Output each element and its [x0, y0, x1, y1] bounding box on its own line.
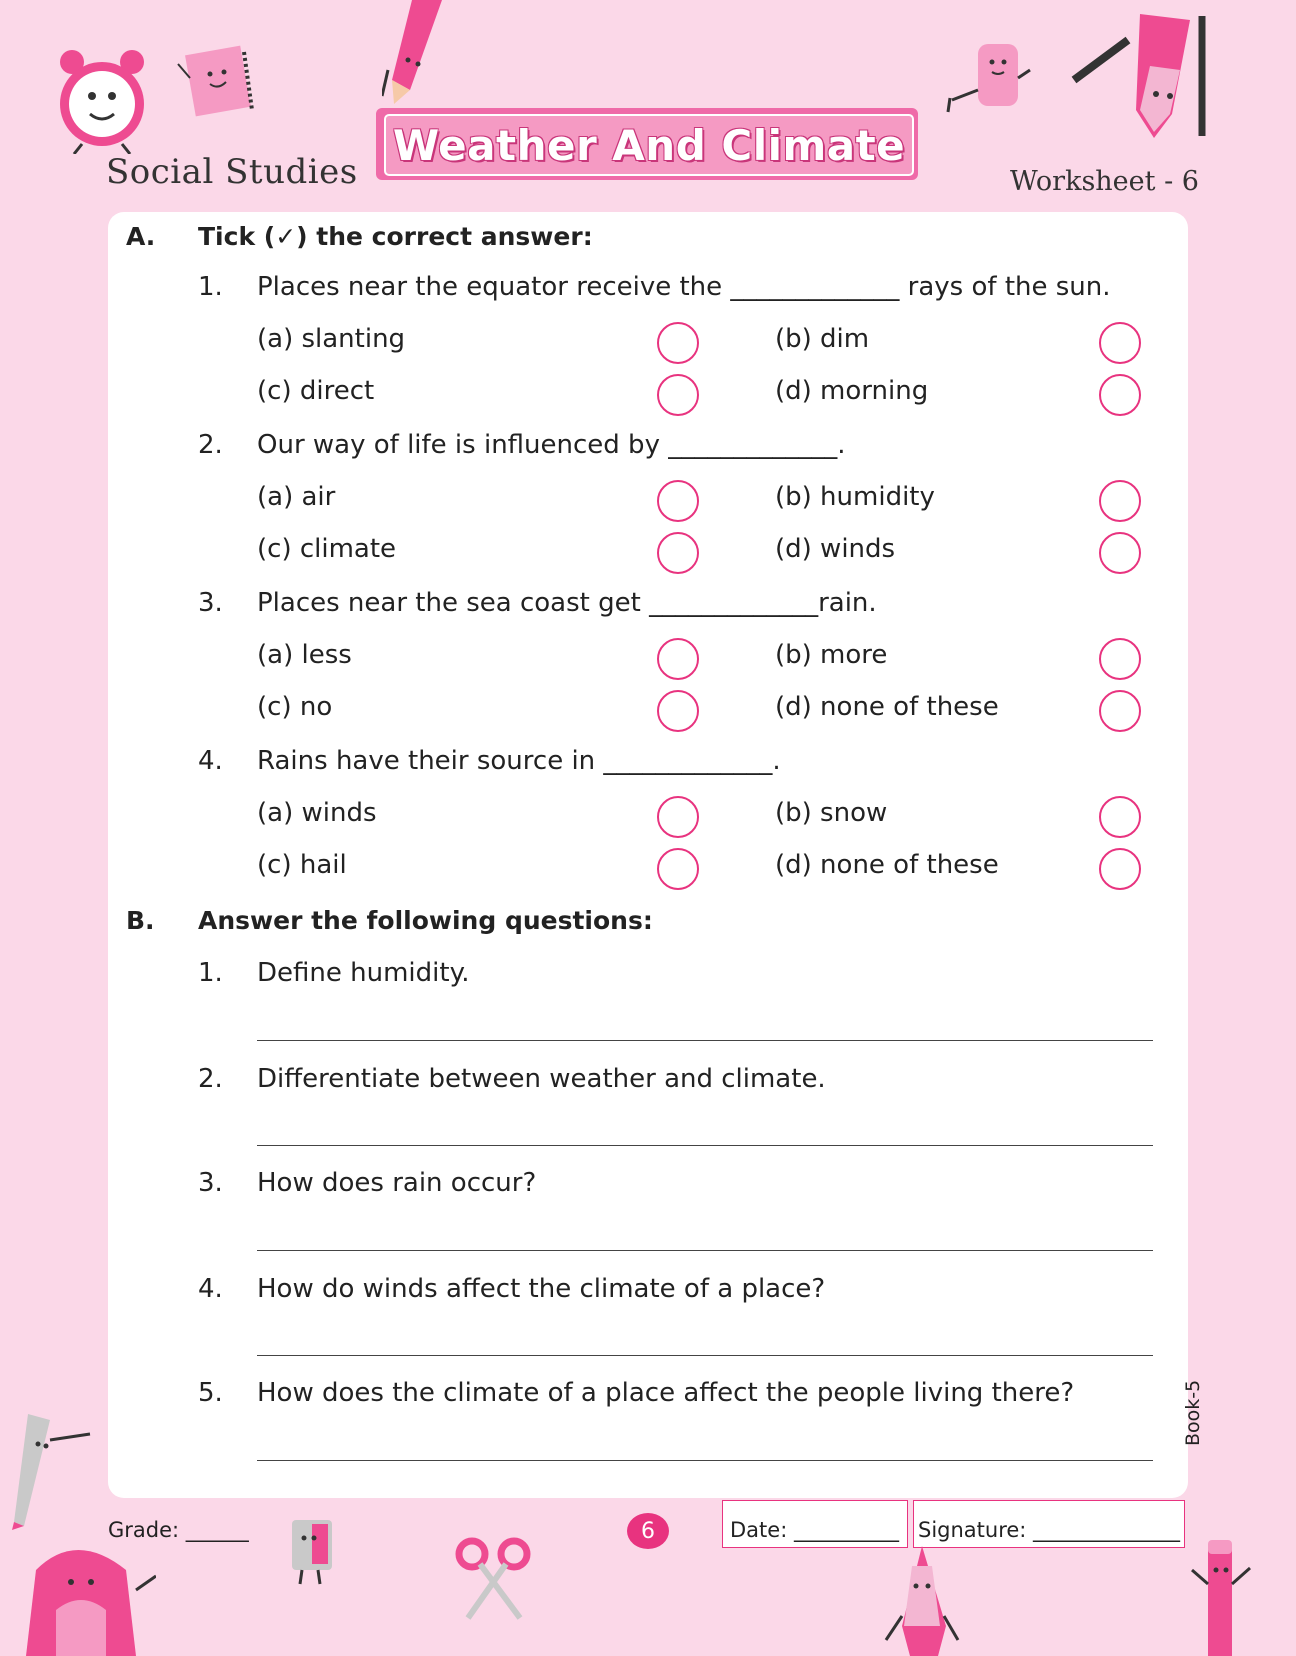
- question-text: How does rain occur?: [257, 1168, 537, 1198]
- grade-field[interactable]: Grade: ______: [108, 1518, 249, 1542]
- answer-checkbox[interactable]: [1099, 848, 1141, 890]
- answer-checkbox[interactable]: [657, 796, 699, 838]
- mcq-option: (a) slanting: [257, 324, 406, 354]
- bag-illustration: [16, 1520, 156, 1656]
- mcq-option: (d) none of these: [775, 692, 999, 722]
- mcq-number: 3.: [198, 588, 223, 618]
- eraser-illustration: [944, 40, 1034, 120]
- question-number: 1.: [198, 958, 223, 988]
- mcq-option: (d) none of these: [775, 850, 999, 880]
- mcq-option: (a) less: [257, 640, 352, 670]
- notepad-illustration: [176, 44, 266, 124]
- answer-checkbox[interactable]: [1099, 638, 1141, 680]
- answer-line[interactable]: [257, 1250, 1153, 1251]
- mcq-option: (c) climate: [257, 534, 397, 564]
- question-number: 3.: [198, 1168, 223, 1198]
- mcq-option: (a) winds: [257, 798, 377, 828]
- mcq-option: (b) snow: [775, 798, 888, 828]
- answer-checkbox[interactable]: [1099, 532, 1141, 574]
- answer-line[interactable]: [257, 1040, 1153, 1041]
- pen-illustration: [882, 1546, 962, 1656]
- answer-line[interactable]: [257, 1355, 1153, 1356]
- mcq-option: (b) more: [775, 640, 888, 670]
- worksheet-title: Weather And Climate: [384, 114, 914, 176]
- answer-line[interactable]: [257, 1460, 1153, 1461]
- answer-checkbox[interactable]: [657, 638, 699, 680]
- mcq-number: 4.: [198, 746, 223, 776]
- scissors-illustration: [454, 1534, 534, 1624]
- answer-checkbox[interactable]: [657, 532, 699, 574]
- question-text: Differentiate between weather and climate.: [257, 1064, 826, 1094]
- crayon-illustration: [1070, 6, 1220, 138]
- worksheet-number: Worksheet - 6: [1010, 166, 1199, 197]
- book-label: Book-5: [1182, 1379, 1204, 1446]
- mcq-question: Our way of life is influenced by _____________.: [257, 430, 846, 460]
- mcq-option: (c) no: [257, 692, 333, 722]
- mcq-number: 2.: [198, 430, 223, 460]
- sharpener-illustration: [282, 1516, 346, 1586]
- question-text: Define humidity.: [257, 958, 470, 988]
- answer-line[interactable]: [257, 1145, 1153, 1146]
- mcq-question: Rains have their source in _____________.: [257, 746, 781, 776]
- answer-checkbox[interactable]: [657, 690, 699, 732]
- answer-checkbox[interactable]: [657, 480, 699, 522]
- alarm-clock-illustration: [52, 44, 152, 154]
- signature-field[interactable]: Signature: ______________: [918, 1518, 1181, 1542]
- answer-checkbox[interactable]: [1099, 374, 1141, 416]
- section-a-letter: A.: [126, 222, 156, 251]
- section-b-letter: B.: [126, 906, 155, 935]
- question-number: 2.: [198, 1064, 223, 1094]
- mcq-option: (c) hail: [257, 850, 347, 880]
- question-number: 4.: [198, 1274, 223, 1304]
- pencil-character-illustration: [1190, 1540, 1256, 1656]
- mcq-option: (d) morning: [775, 376, 929, 406]
- question-number: 5.: [198, 1378, 223, 1408]
- mcq-question: Places near the equator receive the _____________ rays of the sun.: [257, 272, 1111, 302]
- mcq-option: (b) dim: [775, 324, 870, 354]
- mcq-option: (d) winds: [775, 534, 896, 564]
- mcq-option: (a) air: [257, 482, 336, 512]
- answer-checkbox[interactable]: [657, 374, 699, 416]
- question-text: How does the climate of a place affect the people living there?: [257, 1378, 1075, 1408]
- mcq-number: 1.: [198, 272, 223, 302]
- section-a-heading: Tick (✓) the correct answer:: [198, 222, 593, 251]
- section-b-heading: Answer the following questions:: [198, 906, 653, 935]
- page-number-badge: 6: [627, 1513, 669, 1549]
- answer-checkbox[interactable]: [657, 848, 699, 890]
- mcq-option: (b) humidity: [775, 482, 935, 512]
- answer-checkbox[interactable]: [657, 322, 699, 364]
- ruler-illustration: [10, 1410, 100, 1530]
- date-field[interactable]: Date: __________: [730, 1518, 899, 1542]
- answer-checkbox[interactable]: [1099, 796, 1141, 838]
- answer-checkbox[interactable]: [1099, 322, 1141, 364]
- pencil-illustration: [382, 0, 452, 110]
- subject-label: Social Studies: [106, 152, 358, 192]
- mcq-question: Places near the sea coast get _____________rain.: [257, 588, 877, 618]
- question-text: How do winds affect the climate of a place?: [257, 1274, 826, 1304]
- answer-checkbox[interactable]: [1099, 690, 1141, 732]
- mcq-option: (c) direct: [257, 376, 375, 406]
- answer-checkbox[interactable]: [1099, 480, 1141, 522]
